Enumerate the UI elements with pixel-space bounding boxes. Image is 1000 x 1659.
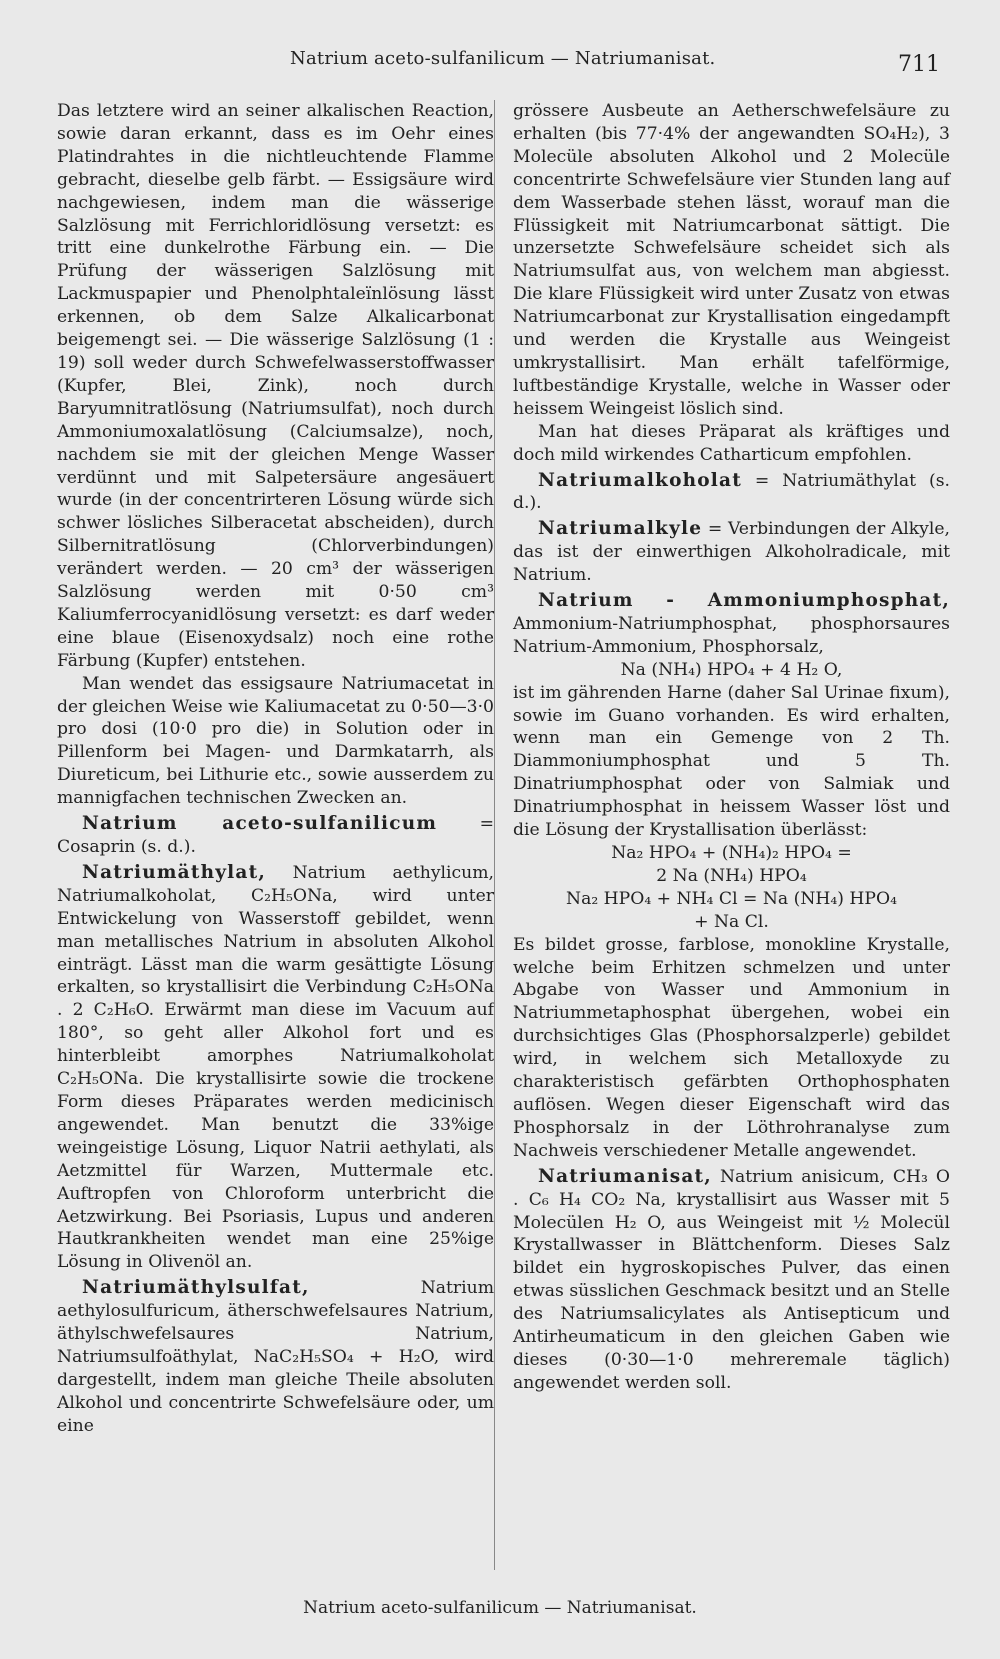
chemical-equation: 2 Na (NH₄) HPO₄ <box>656 865 807 886</box>
entry-alkyle <box>513 518 950 587</box>
paragraph: Es bildet grosse, farblose, monokline Krystalle, welche beim Erhitzen schmelzen und unter Abgabe von Wasser und Ammonium in Natriummetaphosphat übergehen, wobei ein durchsichtiges Glas (Phosphorsalzperle) gebildet wird, in welchem sich Metalloxyde zu charakteristisch gefärbten Orthophosphaten auflösen. Wegen dieser Eigenschaft wird das Phosphorsalz in der Löthrohranalyse zum Nachweis verschiedener Metalle angewendet. <box>513 934 950 1161</box>
paragraph: Man wendet das essigsaure Natriumacetat in der gleichen Weise wie Kaliumacetat zu 0·50—3·0 pro dosi (10·0 pro die) in Solution oder in Pillenform bei Magen- und Darmkatarrh, als Diureticum, bei Lithurie etc., sowie ausserdem zu mannigfachen technischen Zwecken an. <box>57 673 494 809</box>
entry-headword: Natriumäthylat, <box>82 861 266 883</box>
entry-headword: Natrium - Ammoniumphosphat, <box>538 590 950 612</box>
entry-body: = Cosaprin (s. d.). <box>57 814 494 857</box>
entry-body: = Natriumäthylat (s. d.). <box>513 470 950 514</box>
entry-headword: Natriumalkoholat <box>538 469 742 491</box>
chemical-equation: Na₂ HPO₄ + (NH₄)₂ HPO₄ = <box>611 843 852 863</box>
entry-headword: Natriumanisat, <box>538 1165 712 1187</box>
entry-headword: Natriumäthylsulfat, <box>82 1277 310 1299</box>
paragraph: Man hat dieses Präparat als kräftiges und doch mild wirkendes Catharticum empfohlen. <box>513 421 950 465</box>
chemical-formula: Na (NH₄) HPO₄ + 4 H₂ O, <box>620 659 843 680</box>
entry-ammoniumphosphat <box>513 590 950 659</box>
column-divider <box>494 100 495 1570</box>
page-number: 711 <box>898 52 940 77</box>
entry-aethylsulfat <box>57 1277 494 1437</box>
running-footer: Natrium aceto-sulfanilicum — Natriumanisat. <box>303 1598 697 1618</box>
entry-headword: Natrium aceto-sulfanilicum <box>82 813 438 835</box>
entry-anisat <box>513 1166 950 1395</box>
entry-body: Natrium aethylicum, Natriumalkoholat, C₂H₅ONa, wird unter Entwickelung von Wasserstoff gebildet, wenn man metallisches Natrium in absoluten Alkohol einträgt. Lässt man die warm gesättigte Lösung erkalten, so krystallisirt die Verbindung C₂H₅ONa . 2 C₂H₆O. Erwärmt man diese im Vacuum auf 180°, so geht aller Alkohol fort und es hinterbleibt amorphes Natriumalkoholat C₂H₅ONa. Die krystallisirte sowie die trockene Form dieses Präparates werden medicinisch angewendet. Man benutzt die 33%ige weingeistige Lösung, Liquor Natrii aethylati, als Aetzmittel für Warzen, Muttermale etc. Auftropfen von Chloroform unterbricht die Aetzwirkung. Bei Psoriasis, Lupus und anderen Hautkrankheiten wendet man eine 25%ige Lösung in Olivenöl an. <box>57 862 494 1273</box>
chemical-equation: Na₂ HPO₄ + NH₄ Cl = Na (NH₄) HPO₄ <box>566 888 897 909</box>
entry-aceto-sulfanilicum <box>57 813 494 859</box>
entry-aethylat <box>57 862 494 1274</box>
page-header <box>0 44 1000 84</box>
right-column <box>513 100 950 1595</box>
chemical-equation: + Na Cl. <box>694 911 769 932</box>
entry-headword: Natriumalkyle <box>538 518 703 540</box>
left-column <box>57 100 494 1595</box>
entry-body: Natrium anisicum, CH₃ O . C₆ H₄ CO₂ Na, krystallisirt aus Wasser mit 5 Molecülen H₂ O, aus Weingeist mit ½ Molecül Krystallwasser in Blättchenform. Dieses Salz bildet ein hygroskopisches Pulver, das einen etwas süsslichen Geschmack besitzt und an Stelle des Natriumsalicylates als Antisepticum und Antirheumaticum in den gleichen Gaben wie dieses (0·30—1·0 mehreremale täglich) angewendet werden soll. <box>513 1166 950 1393</box>
paragraph: grössere Ausbeute an Aetherschwefelsäure zu erhalten (bis 77·4% der angewandten SO₄H₂), 3 Molecüle absoluten Alkohol und 2 Molecüle concentrirte Schwefelsäure vier Stunden lang auf dem Wasserbade stehen lässt, worauf man die Flüssigkeit mit Natriumcarbonat sättigt. Die unzersetzte Schwefelsäure scheidet sich als Natriumsulfat aus, von welchem man abgiesst. Die klare Flüssigkeit wird unter Zusatz von etwas Natriumcarbonat zur Krystallisation eingedampft und werden die Krystalle aus Weingeist umkrystallisirt. Man erhält tafelförmige, luftbeständige Krystalle, welche in Wasser oder heissem Weingeist löslich sind. <box>513 101 950 419</box>
paragraph: Das letztere wird an seiner alkalischen Reaction, sowie daran erkannt, dass es im Oehr eines Platindrahtes in die nichtleuchtende Flamme gebracht, dieselbe gelb färbt. — Essigsäure wird nachgewiesen, indem man die wässerige Salzlösung mit Ferrichloridlösung versetzt: es tritt eine dunkelrothe Färbung ein. — Die Prüfung der wässerigen Salzlösung mit Lackmuspapier und Phenolphtaleïnlösung lässt erkennen, ob dem Salze Alkalicarbonat beigemengt sei. — Die wässerige Salzlösung (1 : 19) soll weder durch Schwefelwasserstoffwasser (Kupfer, Blei, Zink), noch durch Baryumnitratlösung (Natriumsulfat), noch durch Ammoniumoxalatlösung (Calciumsalze), noch, nachdem sie mit der gleichen Menge Wasser verdünnt und mit Salpetersäure angesäuert wurde (in der concentrirteren Lösung würde sich schwer lösliches Silberacetat abscheiden), durch Silbernitratlösung (Chlorverbindungen) verändert werden. — 20 cm³ der wässerigen Salzlösung werden mit 0·50 cm³ Kaliumferrocyanidlösung versetzt: es darf weder eine blaue (Eisenoxydsalz) noch eine rothe Färbung (Kupfer) entstehen. <box>57 101 494 671</box>
entry-body: = Verbindungen der Alkyle, das ist der einwerthigen Alkoholradicale, mit Natrium. <box>513 519 950 586</box>
entry-alkoholat <box>513 470 950 516</box>
paragraph: ist im gährenden Harne (daher Sal Urinae fixum), sowie im Guano vorhanden. Es wird erhalten, wenn man ein Gemenge von 2 Th. Diammoniumphosphat und 5 Th. Dinatriumphosphat oder von Salmiak und Dinatriumphosphat in heissem Wasser löst und die Lösung der Krystallisation überlässt: <box>513 682 950 841</box>
entry-body: Ammonium-Natriumphosphat, phosphorsaures Natrium-Ammonium, Phosphorsalz, <box>513 613 950 657</box>
running-title: Natrium aceto-sulfanilicum — Natriumanisat. <box>290 48 716 69</box>
entry-body: Natrium aethylosulfuricum, ätherschwefelsaures Natrium, äthylschwefelsaures Natrium, Natriumsulfoäthylat, NaC₂H₅SO₄ + H₂O, wird dargestellt, indem man gleiche Theile absoluten Alkohol und concentrirte Schwefelsäure oder, um eine <box>57 1278 494 1436</box>
